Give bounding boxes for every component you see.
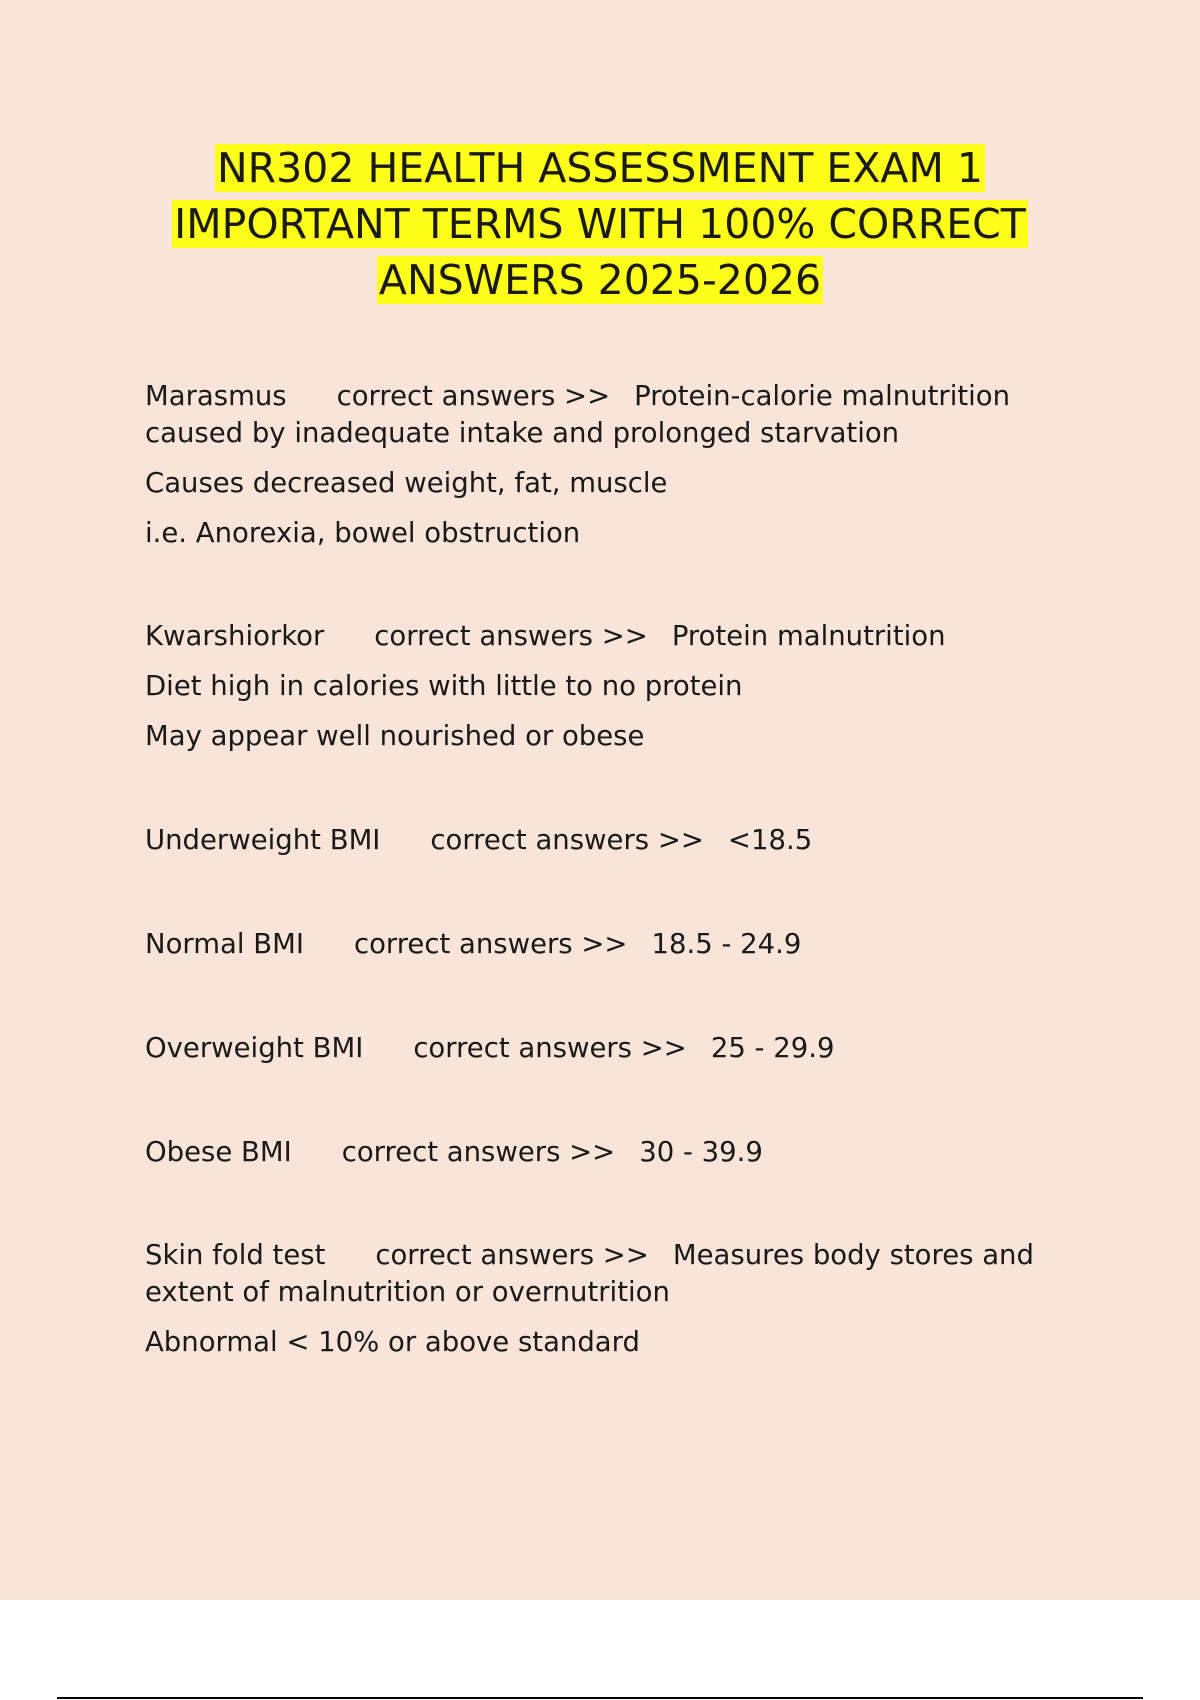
term-answer: <18.5: [727, 824, 813, 856]
title-text-3: ANSWERS 2025-2026: [378, 256, 822, 304]
entry-line: [145, 1237, 1085, 1311]
correct-answers-separator: correct answers >>: [353, 928, 628, 960]
term-answer: Protein malnutrition: [671, 620, 946, 652]
term-name: Obese BMI: [145, 1136, 292, 1168]
entry-line: [145, 822, 1085, 859]
footer-divider: [57, 1697, 1143, 1699]
term-entry: [145, 1030, 1085, 1067]
entry-detail: Causes decreased weight, fat, muscle: [145, 467, 668, 499]
term-entry: [145, 926, 1085, 963]
entry-line: [145, 378, 1085, 452]
term-name: Overweight BMI: [145, 1032, 364, 1064]
term-name: Skin fold test: [145, 1239, 326, 1271]
term-answer: 25 - 29.9: [710, 1032, 835, 1064]
term-name: Kwarshiorkor: [145, 620, 325, 652]
entry-detail: Diet high in calories with little to no protein: [145, 670, 743, 702]
title-line-1: [0, 140, 1200, 196]
term-answer: 30 - 39.9: [639, 1136, 763, 1168]
title-line-2: [0, 196, 1200, 252]
term-name: Underweight BMI: [145, 824, 381, 856]
correct-answers-separator: correct answers >>: [374, 620, 648, 652]
title-line-3: [0, 252, 1200, 308]
entry-detail: i.e. Anorexia, bowel obstruction: [145, 517, 581, 549]
term-answer: Measures body stores and extent of malnutrition or overnutrition: [145, 1239, 1043, 1308]
term-answer: 18.5 - 24.9: [651, 928, 802, 960]
term-entry: [145, 1237, 1085, 1361]
term-name: Normal BMI: [145, 928, 304, 960]
correct-answers-separator: correct answers >>: [413, 1032, 687, 1064]
term-entry: [145, 378, 1085, 552]
entry-line: [145, 1134, 1085, 1171]
correct-answers-separator: correct answers >>: [341, 1136, 616, 1168]
title-text-1: NR302 HEALTH ASSESSMENT EXAM 1: [217, 144, 983, 192]
term-list: [145, 378, 1085, 1361]
term-answer: Protein-calorie malnutrition caused by inadequate intake and prolonged starvation: [145, 380, 1019, 449]
correct-answers-separator: correct answers >>: [375, 1239, 649, 1271]
entry-line: [145, 618, 1085, 655]
entry-detail: Abnormal < 10% or above standard: [145, 1326, 640, 1358]
document-title: [0, 140, 1200, 308]
entry-line: [145, 926, 1085, 963]
entry-detail: May appear well nourished or obese: [145, 720, 645, 752]
title-text-2: IMPORTANT TERMS WITH 100% CORRECT: [174, 200, 1026, 248]
term-entry: [145, 618, 1085, 755]
correct-answers-separator: correct answers >>: [430, 824, 704, 856]
term-entry: [145, 1134, 1085, 1171]
entry-line: [145, 1030, 1085, 1067]
term-name: Marasmus: [145, 380, 287, 412]
term-entry: [145, 822, 1085, 859]
correct-answers-separator: correct answers >>: [336, 380, 611, 412]
